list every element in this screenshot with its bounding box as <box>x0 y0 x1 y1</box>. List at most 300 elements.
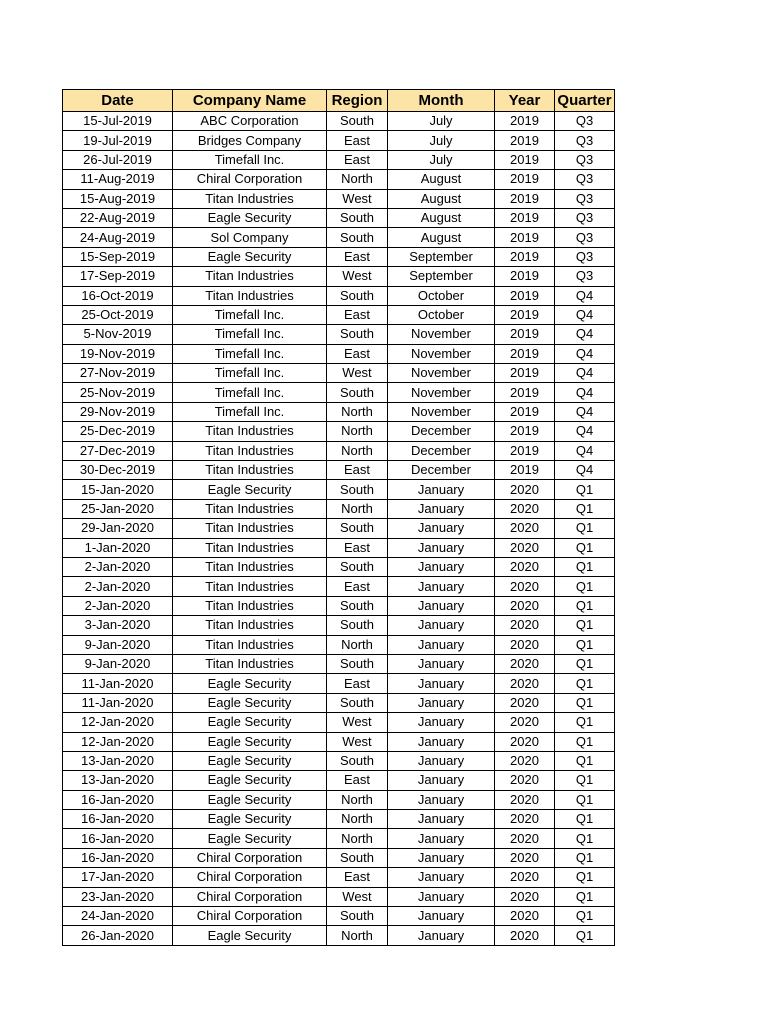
cell-month[interactable]: January <box>388 751 495 770</box>
cell-month[interactable]: January <box>388 887 495 906</box>
cell-region[interactable]: South <box>327 519 388 538</box>
cell-month[interactable]: September <box>388 267 495 286</box>
cell-year[interactable]: 2019 <box>495 402 555 421</box>
cell-region[interactable]: South <box>327 693 388 712</box>
cell-region[interactable]: South <box>327 383 388 402</box>
cell-month[interactable]: November <box>388 364 495 383</box>
cell-company-name[interactable]: Titan Industries <box>173 616 327 635</box>
cell-company-name[interactable]: Titan Industries <box>173 461 327 480</box>
cell-month[interactable]: August <box>388 208 495 227</box>
cell-region[interactable]: West <box>327 732 388 751</box>
cell-year[interactable]: 2019 <box>495 383 555 402</box>
table-row <box>63 829 615 848</box>
cell-company-name[interactable]: Eagle Security <box>173 810 327 829</box>
cell-company-name[interactable]: Titan Industries <box>173 557 327 576</box>
cell-month[interactable]: January <box>388 848 495 867</box>
cell-date[interactable]: 25-Oct-2019 <box>63 305 173 324</box>
cell-company-name[interactable]: Titan Industries <box>173 499 327 518</box>
cell-date[interactable]: 26-Jan-2020 <box>63 926 173 945</box>
cell-quarter[interactable]: Q1 <box>555 926 615 945</box>
table-row <box>63 499 615 518</box>
cell-month[interactable]: January <box>388 829 495 848</box>
cell-month[interactable]: July <box>388 131 495 150</box>
cell-year[interactable]: 2020 <box>495 654 555 673</box>
cell-region[interactable]: North <box>327 829 388 848</box>
cell-company-name[interactable]: Titan Industries <box>173 596 327 615</box>
cell-company-name[interactable]: Timefall Inc. <box>173 325 327 344</box>
cell-date[interactable]: 15-Jan-2020 <box>63 480 173 499</box>
cell-year[interactable]: 2020 <box>495 868 555 887</box>
cell-quarter[interactable]: Q1 <box>555 790 615 809</box>
cell-region[interactable]: South <box>327 596 388 615</box>
cell-region[interactable]: East <box>327 131 388 150</box>
cell-date[interactable]: 12-Jan-2020 <box>63 732 173 751</box>
cell-month[interactable]: January <box>388 654 495 673</box>
cell-region[interactable]: South <box>327 654 388 673</box>
cell-region[interactable]: South <box>327 907 388 926</box>
table-row <box>63 228 615 247</box>
cell-quarter[interactable]: Q3 <box>555 208 615 227</box>
cell-quarter[interactable]: Q1 <box>555 732 615 751</box>
cell-month[interactable]: November <box>388 402 495 421</box>
cell-company-name[interactable]: Timefall Inc. <box>173 305 327 324</box>
cell-region[interactable]: South <box>327 286 388 305</box>
cell-date[interactable]: 23-Jan-2020 <box>63 887 173 906</box>
cell-company-name[interactable]: Timefall Inc. <box>173 150 327 169</box>
cell-date[interactable]: 16-Oct-2019 <box>63 286 173 305</box>
cell-region[interactable]: North <box>327 170 388 189</box>
cell-year[interactable]: 2020 <box>495 557 555 576</box>
cell-year[interactable]: 2020 <box>495 907 555 926</box>
cell-region[interactable]: East <box>327 674 388 693</box>
cell-quarter[interactable]: Q3 <box>555 228 615 247</box>
cell-year[interactable]: 2020 <box>495 499 555 518</box>
cell-month[interactable]: January <box>388 926 495 945</box>
header-company-name[interactable]: Company Name <box>173 90 327 112</box>
cell-year[interactable]: 2020 <box>495 829 555 848</box>
cell-year[interactable]: 2019 <box>495 131 555 150</box>
cell-year[interactable]: 2019 <box>495 170 555 189</box>
cell-company-name[interactable]: Eagle Security <box>173 751 327 770</box>
cell-year[interactable]: 2020 <box>495 790 555 809</box>
header-row <box>63 90 615 112</box>
cell-region[interactable]: West <box>327 267 388 286</box>
cell-company-name[interactable]: Chiral Corporation <box>173 907 327 926</box>
cell-company-name[interactable]: Sol Company <box>173 228 327 247</box>
cell-year[interactable]: 2019 <box>495 441 555 460</box>
cell-month[interactable]: January <box>388 693 495 712</box>
table-row <box>63 364 615 383</box>
cell-year[interactable]: 2020 <box>495 926 555 945</box>
cell-month[interactable]: January <box>388 732 495 751</box>
header-date[interactable]: Date <box>63 90 173 112</box>
cell-quarter[interactable]: Q3 <box>555 267 615 286</box>
cell-date[interactable]: 11-Aug-2019 <box>63 170 173 189</box>
cell-region[interactable]: South <box>327 228 388 247</box>
cell-month[interactable]: July <box>388 150 495 169</box>
cell-date[interactable]: 16-Jan-2020 <box>63 790 173 809</box>
cell-date[interactable]: 17-Jan-2020 <box>63 868 173 887</box>
cell-month[interactable]: August <box>388 189 495 208</box>
cell-quarter[interactable]: Q1 <box>555 829 615 848</box>
cell-region[interactable]: West <box>327 713 388 732</box>
cell-month[interactable]: December <box>388 461 495 480</box>
cell-region[interactable]: North <box>327 402 388 421</box>
cell-date[interactable]: 17-Sep-2019 <box>63 267 173 286</box>
cell-quarter[interactable]: Q1 <box>555 577 615 596</box>
cell-year[interactable]: 2020 <box>495 480 555 499</box>
cell-company-name[interactable]: Bridges Company <box>173 131 327 150</box>
cell-year[interactable]: 2020 <box>495 596 555 615</box>
table-row <box>63 480 615 499</box>
cell-company-name[interactable]: Titan Industries <box>173 267 327 286</box>
cell-quarter[interactable]: Q4 <box>555 325 615 344</box>
cell-month[interactable]: September <box>388 247 495 266</box>
spreadsheet <box>62 89 615 946</box>
cell-year[interactable]: 2019 <box>495 325 555 344</box>
table-row <box>63 868 615 887</box>
cell-company-name[interactable]: Eagle Security <box>173 713 327 732</box>
cell-quarter[interactable]: Q3 <box>555 150 615 169</box>
cell-date[interactable]: 22-Aug-2019 <box>63 208 173 227</box>
cell-year[interactable]: 2020 <box>495 751 555 770</box>
cell-date[interactable]: 24-Aug-2019 <box>63 228 173 247</box>
cell-date[interactable]: 1-Jan-2020 <box>63 538 173 557</box>
cell-date[interactable]: 2-Jan-2020 <box>63 596 173 615</box>
cell-date[interactable]: 11-Jan-2020 <box>63 693 173 712</box>
cell-company-name[interactable]: Titan Industries <box>173 538 327 557</box>
cell-date[interactable]: 29-Nov-2019 <box>63 402 173 421</box>
cell-year[interactable]: 2020 <box>495 616 555 635</box>
cell-region[interactable]: South <box>327 751 388 770</box>
cell-month[interactable]: January <box>388 480 495 499</box>
cell-company-name[interactable]: Chiral Corporation <box>173 868 327 887</box>
cell-company-name[interactable]: ABC Corporation <box>173 112 327 131</box>
cell-date[interactable]: 2-Jan-2020 <box>63 577 173 596</box>
cell-company-name[interactable]: Eagle Security <box>173 790 327 809</box>
table-row <box>63 325 615 344</box>
cell-date[interactable]: 11-Jan-2020 <box>63 674 173 693</box>
cell-quarter[interactable]: Q1 <box>555 751 615 770</box>
table-row <box>63 519 615 538</box>
table-row <box>63 422 615 441</box>
cell-quarter[interactable]: Q4 <box>555 441 615 460</box>
cell-region[interactable]: North <box>327 499 388 518</box>
table-row <box>63 112 615 131</box>
table-row <box>63 150 615 169</box>
cell-year[interactable]: 2019 <box>495 344 555 363</box>
table-row <box>63 654 615 673</box>
cell-date[interactable]: 9-Jan-2020 <box>63 635 173 654</box>
cell-region[interactable]: East <box>327 461 388 480</box>
cell-quarter[interactable]: Q4 <box>555 461 615 480</box>
cell-quarter[interactable]: Q3 <box>555 131 615 150</box>
cell-year[interactable]: 2019 <box>495 247 555 266</box>
cell-region[interactable]: West <box>327 887 388 906</box>
cell-month[interactable]: January <box>388 538 495 557</box>
cell-company-name[interactable]: Timefall Inc. <box>173 344 327 363</box>
table-row <box>63 305 615 324</box>
cell-quarter[interactable]: Q1 <box>555 519 615 538</box>
cell-year[interactable]: 2019 <box>495 305 555 324</box>
cell-year[interactable]: 2020 <box>495 519 555 538</box>
cell-region[interactable]: South <box>327 480 388 499</box>
cell-company-name[interactable]: Eagle Security <box>173 732 327 751</box>
cell-region[interactable]: East <box>327 577 388 596</box>
cell-quarter[interactable]: Q1 <box>555 596 615 615</box>
cell-quarter[interactable]: Q4 <box>555 305 615 324</box>
cell-quarter[interactable]: Q1 <box>555 693 615 712</box>
header-quarter[interactable]: Quarter <box>555 90 615 112</box>
cell-date[interactable]: 12-Jan-2020 <box>63 713 173 732</box>
table-row <box>63 732 615 751</box>
cell-region[interactable]: West <box>327 364 388 383</box>
cell-quarter[interactable]: Q4 <box>555 402 615 421</box>
cell-company-name[interactable]: Titan Industries <box>173 441 327 460</box>
cell-region[interactable]: East <box>327 344 388 363</box>
cell-quarter[interactable]: Q4 <box>555 286 615 305</box>
cell-quarter[interactable]: Q1 <box>555 810 615 829</box>
cell-company-name[interactable]: Titan Industries <box>173 654 327 673</box>
cell-company-name[interactable]: Eagle Security <box>173 674 327 693</box>
cell-quarter[interactable]: Q1 <box>555 616 615 635</box>
cell-region[interactable]: South <box>327 557 388 576</box>
cell-date[interactable]: 15-Jul-2019 <box>63 112 173 131</box>
cell-company-name[interactable]: Chiral Corporation <box>173 170 327 189</box>
table-row <box>63 383 615 402</box>
cell-month[interactable]: January <box>388 790 495 809</box>
cell-company-name[interactable]: Titan Industries <box>173 422 327 441</box>
cell-month[interactable]: October <box>388 286 495 305</box>
cell-month[interactable]: January <box>388 616 495 635</box>
cell-quarter[interactable]: Q4 <box>555 383 615 402</box>
table-body <box>63 112 615 946</box>
cell-company-name[interactable]: Timefall Inc. <box>173 402 327 421</box>
cell-quarter[interactable]: Q1 <box>555 868 615 887</box>
cell-year[interactable]: 2020 <box>495 771 555 790</box>
cell-date[interactable]: 19-Nov-2019 <box>63 344 173 363</box>
cell-year[interactable]: 2020 <box>495 674 555 693</box>
cell-region[interactable]: North <box>327 790 388 809</box>
cell-region[interactable]: South <box>327 616 388 635</box>
table-row <box>63 887 615 906</box>
cell-region[interactable]: East <box>327 150 388 169</box>
cell-quarter[interactable]: Q1 <box>555 538 615 557</box>
cell-month[interactable]: January <box>388 907 495 926</box>
cell-date[interactable]: 9-Jan-2020 <box>63 654 173 673</box>
cell-company-name[interactable]: Titan Industries <box>173 577 327 596</box>
cell-company-name[interactable]: Eagle Security <box>173 693 327 712</box>
cell-region[interactable]: East <box>327 868 388 887</box>
cell-quarter[interactable]: Q3 <box>555 112 615 131</box>
cell-quarter[interactable]: Q1 <box>555 848 615 867</box>
cell-region[interactable]: North <box>327 441 388 460</box>
cell-region[interactable]: North <box>327 422 388 441</box>
cell-company-name[interactable]: Chiral Corporation <box>173 848 327 867</box>
cell-date[interactable]: 25-Dec-2019 <box>63 422 173 441</box>
table-row <box>63 577 615 596</box>
cell-region[interactable]: West <box>327 189 388 208</box>
cell-year[interactable]: 2019 <box>495 208 555 227</box>
cell-month[interactable]: August <box>388 170 495 189</box>
cell-month[interactable]: January <box>388 499 495 518</box>
cell-date[interactable]: 3-Jan-2020 <box>63 616 173 635</box>
cell-month[interactable]: January <box>388 868 495 887</box>
cell-region[interactable]: East <box>327 538 388 557</box>
table-row <box>63 713 615 732</box>
cell-date[interactable]: 24-Jan-2020 <box>63 907 173 926</box>
cell-company-name[interactable]: Eagle Security <box>173 926 327 945</box>
cell-year[interactable]: 2019 <box>495 422 555 441</box>
cell-month[interactable]: January <box>388 810 495 829</box>
cell-quarter[interactable]: Q4 <box>555 422 615 441</box>
cell-month[interactable]: January <box>388 557 495 576</box>
cell-month[interactable]: January <box>388 635 495 654</box>
cell-quarter[interactable]: Q1 <box>555 674 615 693</box>
cell-quarter[interactable]: Q3 <box>555 247 615 266</box>
cell-year[interactable]: 2019 <box>495 461 555 480</box>
cell-region[interactable]: South <box>327 848 388 867</box>
cell-date[interactable]: 16-Jan-2020 <box>63 810 173 829</box>
cell-month[interactable]: October <box>388 305 495 324</box>
cell-region[interactable]: South <box>327 208 388 227</box>
cell-month[interactable]: December <box>388 422 495 441</box>
cell-month[interactable]: August <box>388 228 495 247</box>
cell-year[interactable]: 2020 <box>495 848 555 867</box>
cell-region[interactable]: South <box>327 325 388 344</box>
cell-region[interactable]: East <box>327 247 388 266</box>
table-row <box>63 247 615 266</box>
table-row <box>63 810 615 829</box>
cell-month[interactable]: January <box>388 713 495 732</box>
cell-company-name[interactable]: Titan Industries <box>173 635 327 654</box>
cell-month[interactable]: January <box>388 771 495 790</box>
header-year[interactable]: Year <box>495 90 555 112</box>
cell-year[interactable]: 2020 <box>495 538 555 557</box>
cell-region[interactable]: North <box>327 635 388 654</box>
table-row <box>63 616 615 635</box>
cell-date[interactable]: 15-Sep-2019 <box>63 247 173 266</box>
cell-year[interactable]: 2019 <box>495 286 555 305</box>
header-region[interactable]: Region <box>327 90 388 112</box>
table-row <box>63 538 615 557</box>
cell-company-name[interactable]: Timefall Inc. <box>173 383 327 402</box>
cell-region[interactable]: East <box>327 771 388 790</box>
cell-company-name[interactable]: Eagle Security <box>173 771 327 790</box>
cell-year[interactable]: 2020 <box>495 732 555 751</box>
table-row <box>63 170 615 189</box>
table-row <box>63 131 615 150</box>
table-row <box>63 907 615 926</box>
cell-quarter[interactable]: Q1 <box>555 907 615 926</box>
cell-company-name[interactable]: Titan Industries <box>173 189 327 208</box>
cell-month[interactable]: January <box>388 577 495 596</box>
cell-company-name[interactable]: Timefall Inc. <box>173 364 327 383</box>
cell-date[interactable]: 25-Jan-2020 <box>63 499 173 518</box>
cell-year[interactable]: 2019 <box>495 228 555 247</box>
table-row <box>63 848 615 867</box>
cell-month[interactable]: January <box>388 519 495 538</box>
cell-quarter[interactable]: Q4 <box>555 344 615 363</box>
cell-quarter[interactable]: Q1 <box>555 654 615 673</box>
cell-year[interactable]: 2020 <box>495 810 555 829</box>
cell-date[interactable]: 5-Nov-2019 <box>63 325 173 344</box>
table-row <box>63 751 615 770</box>
table-row <box>63 208 615 227</box>
header-month[interactable]: Month <box>388 90 495 112</box>
cell-quarter[interactable]: Q1 <box>555 887 615 906</box>
table-row <box>63 635 615 654</box>
cell-year[interactable]: 2020 <box>495 713 555 732</box>
cell-region[interactable]: East <box>327 305 388 324</box>
table-row <box>63 926 615 945</box>
cell-date[interactable]: 13-Jan-2020 <box>63 771 173 790</box>
cell-quarter[interactable]: Q1 <box>555 635 615 654</box>
cell-year[interactable]: 2019 <box>495 112 555 131</box>
cell-year[interactable]: 2019 <box>495 150 555 169</box>
cell-date[interactable]: 25-Nov-2019 <box>63 383 173 402</box>
cell-date[interactable]: 27-Dec-2019 <box>63 441 173 460</box>
cell-year[interactable]: 2020 <box>495 577 555 596</box>
cell-month[interactable]: January <box>388 596 495 615</box>
cell-year[interactable]: 2019 <box>495 364 555 383</box>
cell-quarter[interactable]: Q1 <box>555 713 615 732</box>
cell-date[interactable]: 19-Jul-2019 <box>63 131 173 150</box>
cell-month[interactable]: November <box>388 383 495 402</box>
table-row <box>63 286 615 305</box>
cell-company-name[interactable]: Eagle Security <box>173 829 327 848</box>
cell-quarter[interactable]: Q4 <box>555 364 615 383</box>
cell-quarter[interactable]: Q1 <box>555 499 615 518</box>
cell-year[interactable]: 2020 <box>495 693 555 712</box>
cell-month[interactable]: November <box>388 344 495 363</box>
cell-quarter[interactable]: Q3 <box>555 189 615 208</box>
cell-company-name[interactable]: Eagle Security <box>173 247 327 266</box>
cell-quarter[interactable]: Q1 <box>555 480 615 499</box>
cell-month[interactable]: July <box>388 112 495 131</box>
cell-year[interactable]: 2019 <box>495 267 555 286</box>
table-row <box>63 596 615 615</box>
cell-date[interactable]: 29-Jan-2020 <box>63 519 173 538</box>
cell-date[interactable]: 26-Jul-2019 <box>63 150 173 169</box>
cell-company-name[interactable]: Titan Industries <box>173 286 327 305</box>
cell-date[interactable]: 16-Jan-2020 <box>63 829 173 848</box>
cell-quarter[interactable]: Q1 <box>555 557 615 576</box>
cell-date[interactable]: 27-Nov-2019 <box>63 364 173 383</box>
cell-quarter[interactable]: Q3 <box>555 170 615 189</box>
cell-month[interactable]: January <box>388 674 495 693</box>
cell-year[interactable]: 2020 <box>495 887 555 906</box>
cell-date[interactable]: 30-Dec-2019 <box>63 461 173 480</box>
cell-company-name[interactable]: Eagle Security <box>173 208 327 227</box>
cell-month[interactable]: December <box>388 441 495 460</box>
cell-company-name[interactable]: Chiral Corporation <box>173 887 327 906</box>
cell-region[interactable]: South <box>327 112 388 131</box>
cell-date[interactable]: 16-Jan-2020 <box>63 848 173 867</box>
cell-company-name[interactable]: Eagle Security <box>173 480 327 499</box>
cell-date[interactable]: 13-Jan-2020 <box>63 751 173 770</box>
cell-region[interactable]: North <box>327 810 388 829</box>
cell-date[interactable]: 15-Aug-2019 <box>63 189 173 208</box>
cell-month[interactable]: November <box>388 325 495 344</box>
cell-region[interactable]: North <box>327 926 388 945</box>
cell-year[interactable]: 2019 <box>495 189 555 208</box>
table-row <box>63 344 615 363</box>
cell-quarter[interactable]: Q1 <box>555 771 615 790</box>
cell-year[interactable]: 2020 <box>495 635 555 654</box>
cell-company-name[interactable]: Titan Industries <box>173 519 327 538</box>
cell-date[interactable]: 2-Jan-2020 <box>63 557 173 576</box>
